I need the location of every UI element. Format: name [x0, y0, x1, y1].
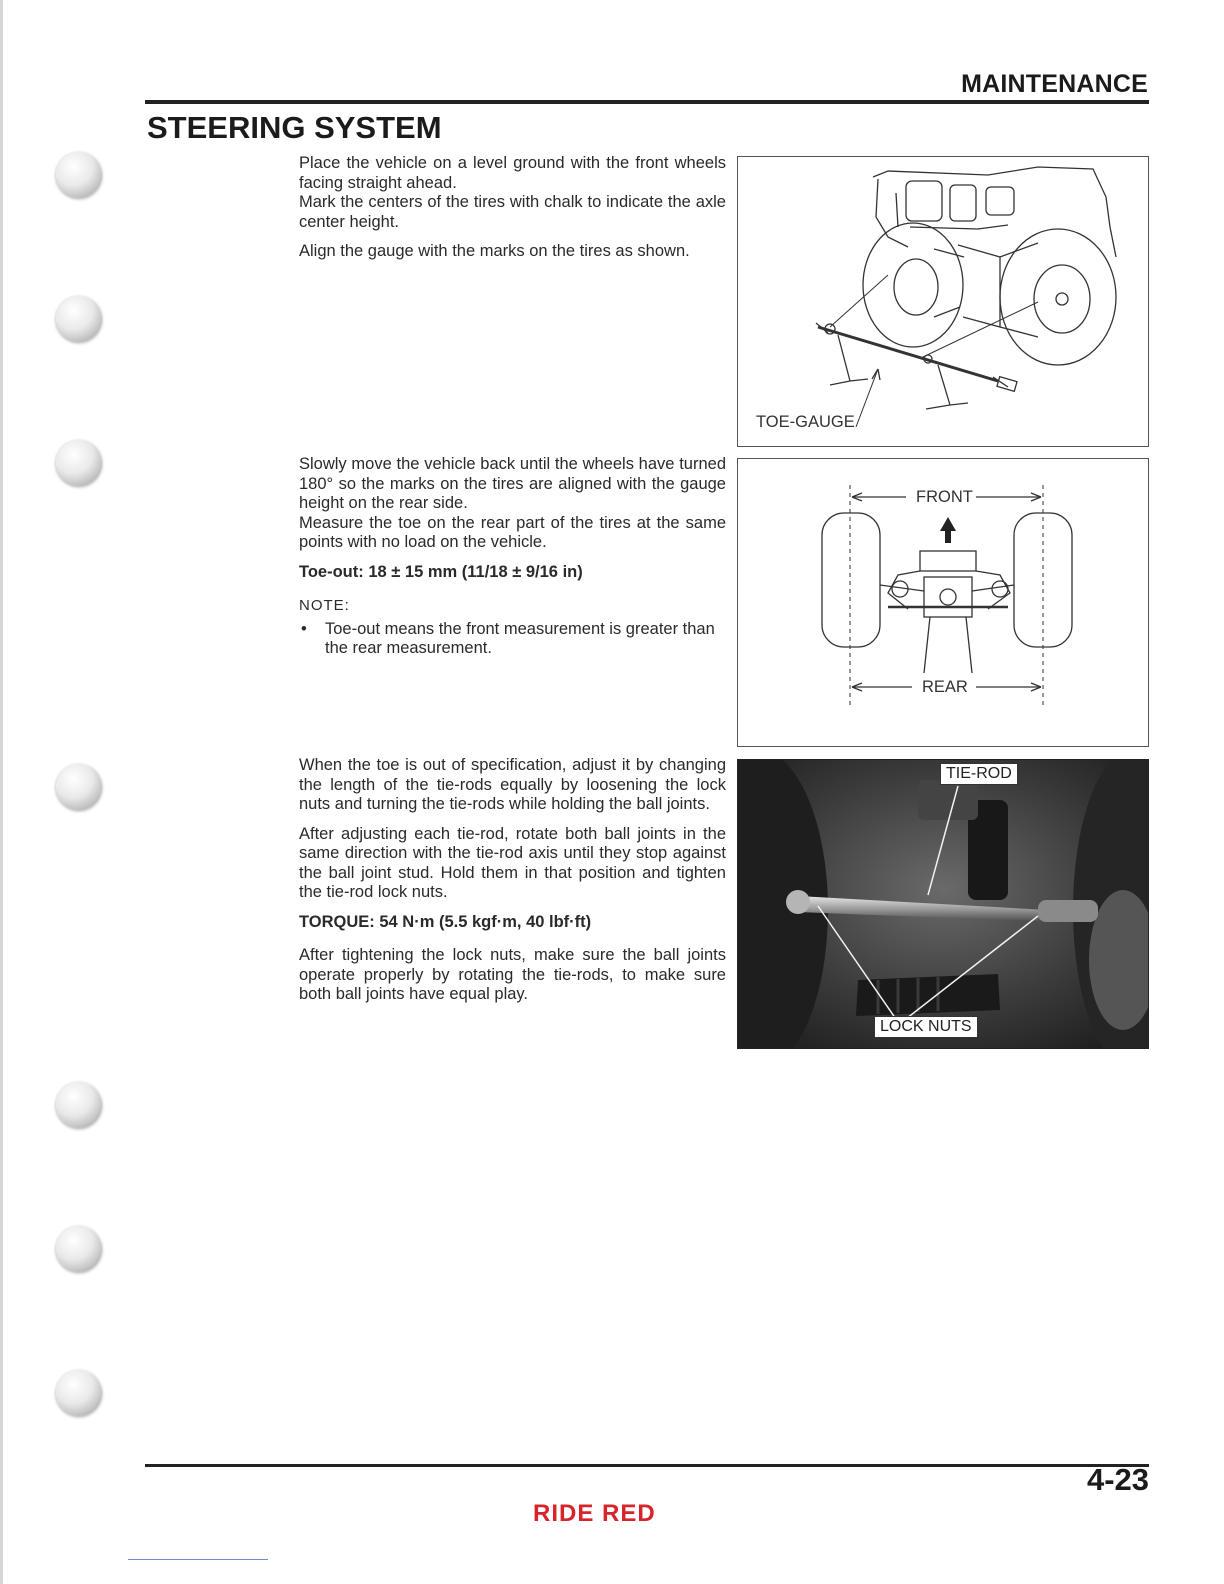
binder-hole	[56, 764, 102, 810]
paragraph: When the toe is out of specification, adjust it by changing the length of the tie-rods equally by loosening the lock nuts and turning the tie-rods while holding the ball joints.	[299, 756, 726, 813]
binder-hole	[56, 1370, 102, 1416]
paragraph: After adjusting each tie-rod, rotate both ball joints in the same direction with the tie-rod axis until they stop against the ball joint stud. Hold them in that position and tighten the tie-rod lock nuts.	[299, 824, 726, 901]
front-label: FRONT	[916, 488, 973, 506]
note-bullet	[299, 620, 726, 659]
tie-rod-label: TIE-ROD	[940, 763, 1018, 785]
note-heading: NOTE:	[299, 597, 350, 614]
lock-nuts-label: LOCK NUTS	[874, 1016, 978, 1038]
note-text: Toe-out means the front measurement is greater than the rear measurement.	[325, 619, 715, 657]
page-edge	[0, 0, 3, 1584]
binder-hole	[56, 1226, 102, 1272]
toe-gauge-figure	[737, 156, 1149, 447]
instruction-block-3	[299, 756, 726, 1015]
rear-label: REAR	[922, 678, 968, 696]
paragraph: Measure the toe on the rear part of the tires at the same points with no load on the vehicle.	[299, 513, 726, 551]
section-label: MAINTENANCE	[961, 70, 1148, 98]
binder-hole	[56, 1082, 102, 1128]
tie-rod-photo	[737, 759, 1149, 1049]
paragraph: Slowly move the vehicle back until the wheels have turned 180° so the marks on the tires are aligned with the gauge height on the rear side.	[299, 455, 726, 512]
paragraph: Mark the centers of the tires with chalk to indicate the axle center height.	[299, 193, 726, 231]
toe-measurement-diagram	[737, 458, 1149, 747]
corner-mark	[128, 1559, 268, 1560]
torque-spec: TORQUE: 54 N·m (5.5 kgf·m, 40 lbf·ft)	[299, 912, 592, 931]
page-title: STEERING SYSTEM	[147, 110, 442, 145]
paragraph: Place the vehicle on a level ground with the front wheels facing straight ahead.	[299, 154, 726, 192]
tie-rod-photo-drawing	[738, 760, 1148, 1048]
bullet-icon: •	[301, 619, 307, 638]
paragraph: After tightening the lock nuts, make sure the ball joints operate properly by rotating the tie-rods, to make sure both ball joints have equal play.	[299, 946, 726, 1003]
toe-gauge-drawing	[738, 157, 1148, 446]
binder-hole	[56, 152, 102, 198]
binder-hole	[56, 296, 102, 342]
toe-gauge-label: TOE-GAUGE	[756, 413, 855, 431]
binder-hole	[56, 440, 102, 486]
page-number: 4-23	[1086, 1462, 1149, 1497]
header-rule	[145, 100, 1149, 104]
footer-rule	[145, 1464, 1149, 1467]
footer-brand-logo: RIDE RED	[533, 1500, 656, 1527]
instruction-block-2	[299, 455, 726, 659]
paragraph: Align the gauge with the marks on the tires as shown.	[299, 242, 690, 260]
instruction-block-1	[299, 154, 726, 272]
toe-out-spec: Toe-out: 18 ± 15 mm (11/18 ± 9/16 in)	[299, 562, 583, 581]
